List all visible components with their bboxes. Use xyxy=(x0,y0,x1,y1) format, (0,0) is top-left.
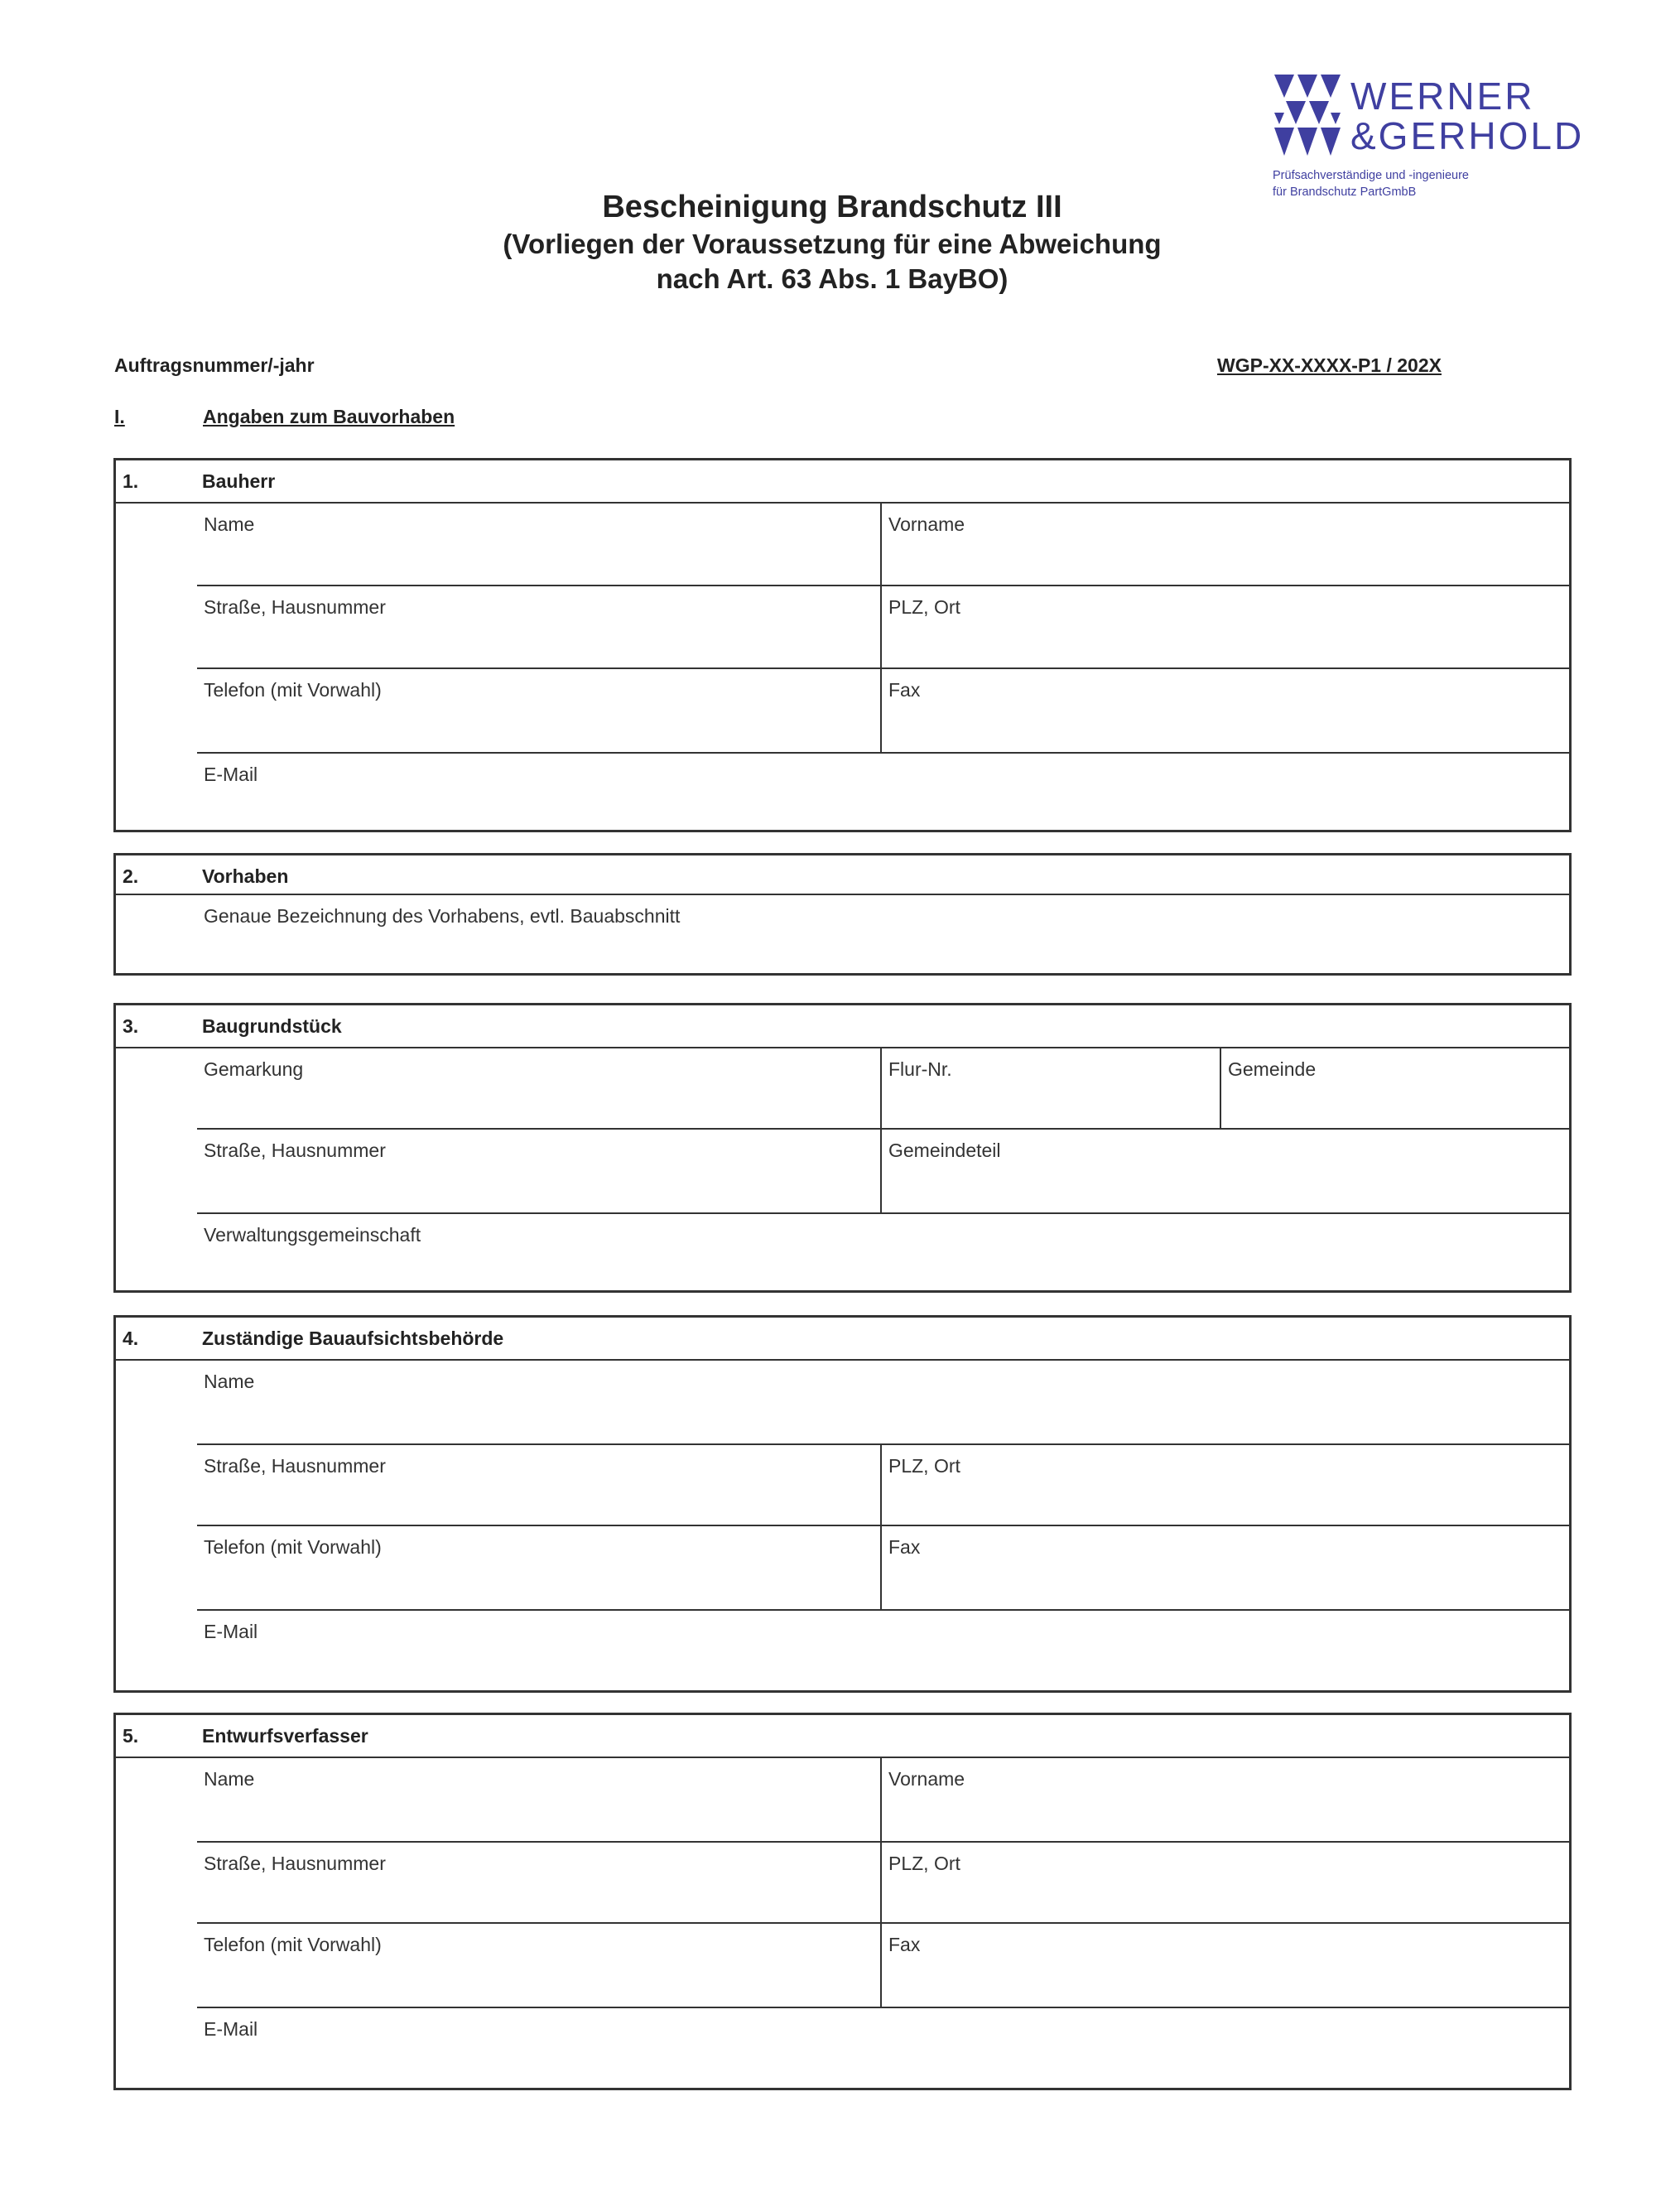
field-label: Name xyxy=(204,1768,255,1790)
field-label: Telefon (mit Vorwahl) xyxy=(204,1536,382,1558)
behoerde-name-field[interactable] xyxy=(197,1361,1569,1443)
box-title: Entwurfsverfasser xyxy=(202,1725,368,1747)
field-label: Fax xyxy=(888,679,921,701)
logo-mark-icon xyxy=(1273,73,1342,159)
order-number-value: WGP-XX-XXXX-P1 / 202X xyxy=(1217,354,1442,376)
form-row xyxy=(197,1924,1569,2008)
behoerde-telefon-field[interactable] xyxy=(197,1526,880,1609)
field-label: Fax xyxy=(888,1536,921,1558)
box-number: 5. xyxy=(123,1725,139,1747)
form-row xyxy=(197,1445,1569,1526)
document-title xyxy=(0,187,1656,296)
form-row xyxy=(197,586,1569,669)
field-label: PLZ, Ort xyxy=(888,1853,960,1874)
box-title: Bauherr xyxy=(202,470,276,492)
field-label: Gemarkung xyxy=(204,1058,304,1080)
title-line1: Bescheinigung Brandschutz III xyxy=(602,190,1062,224)
entwurf-strasse-field[interactable] xyxy=(197,1843,880,1922)
logo-name-line1: WERNER xyxy=(1350,75,1535,118)
box-header xyxy=(116,1005,1569,1048)
field-label: Name xyxy=(204,1371,255,1392)
form-row xyxy=(197,1214,1569,1290)
box-behoerde xyxy=(113,1315,1572,1693)
box-number: 3. xyxy=(123,1015,139,1037)
entwurf-fax-field[interactable] xyxy=(880,1924,1569,2007)
box-header xyxy=(116,855,1569,895)
gemarkung-field[interactable] xyxy=(197,1048,880,1128)
grundstueck-strasse-field[interactable] xyxy=(197,1130,880,1212)
box-title: Zuständige Bauaufsichtsbehörde xyxy=(202,1328,504,1349)
form-row xyxy=(197,895,1569,973)
entwurf-name-field[interactable] xyxy=(197,1758,880,1841)
field-label: Genaue Bezeichnung des Vorhabens, evtl. Bauabschnitt xyxy=(204,905,681,927)
field-label: Flur-Nr. xyxy=(888,1058,952,1080)
bauherr-telefon-field[interactable] xyxy=(197,669,880,752)
form-row xyxy=(197,1611,1569,1690)
box-bauherr xyxy=(113,458,1572,832)
section-number: I. xyxy=(114,406,125,427)
bauherr-strasse-field[interactable] xyxy=(197,586,880,667)
form-row xyxy=(197,1526,1569,1611)
bauherr-fax-field[interactable] xyxy=(880,669,1569,752)
field-label: Vorname xyxy=(888,1768,965,1790)
bauherr-name-field[interactable] xyxy=(197,504,880,585)
order-number-label: Auftragsnummer/-jahr xyxy=(114,354,315,376)
title-line2: (Vorliegen der Voraussetzung für eine Abweichung xyxy=(503,229,1162,259)
field-label: Telefon (mit Vorwahl) xyxy=(204,679,382,701)
field-label: E-Mail xyxy=(204,764,258,785)
field-label: Name xyxy=(204,513,255,535)
field-label: PLZ, Ort xyxy=(888,1455,960,1477)
form-row xyxy=(197,669,1569,754)
logo-wordmark xyxy=(1350,76,1584,156)
field-label: E-Mail xyxy=(204,2018,258,2040)
form-row xyxy=(197,1843,1569,1924)
field-label: PLZ, Ort xyxy=(888,596,960,618)
behoerde-fax-field[interactable] xyxy=(880,1526,1569,1609)
logo-tagline-line2: für Brandschutz PartGmbB xyxy=(1273,186,1417,199)
box-title: Vorhaben xyxy=(202,865,289,887)
box-title: Baugrundstück xyxy=(202,1015,342,1037)
box-number: 2. xyxy=(123,865,139,887)
bauherr-vorname-field[interactable] xyxy=(880,504,1569,585)
field-label: Straße, Hausnummer xyxy=(204,1853,386,1874)
form-row xyxy=(197,1758,1569,1843)
vorhaben-bezeichnung-field[interactable] xyxy=(197,895,1569,973)
behoerde-plz-field[interactable] xyxy=(880,1445,1569,1525)
flurnr-field[interactable] xyxy=(880,1048,1220,1128)
field-label: Fax xyxy=(888,1934,921,1955)
box-header xyxy=(116,1715,1569,1758)
box-number: 1. xyxy=(123,470,139,492)
box-header xyxy=(116,1318,1569,1361)
form-row xyxy=(197,754,1569,830)
behoerde-email-field[interactable] xyxy=(197,1611,1569,1690)
entwurf-email-field[interactable] xyxy=(197,2008,1569,2088)
box-baugrundstueck xyxy=(113,1003,1572,1293)
field-label: Telefon (mit Vorwahl) xyxy=(204,1934,382,1955)
form-row xyxy=(197,1361,1569,1445)
logo-name-line2: &GERHOLD xyxy=(1350,114,1585,157)
field-label: Gemeindeteil xyxy=(888,1140,1001,1161)
field-label: Straße, Hausnummer xyxy=(204,1455,386,1477)
field-label: E-Mail xyxy=(204,1621,258,1642)
verwaltungsgemeinschaft-field[interactable] xyxy=(197,1214,1569,1290)
bauherr-plz-field[interactable] xyxy=(880,586,1569,667)
entwurf-vorname-field[interactable] xyxy=(880,1758,1569,1841)
field-label: Straße, Hausnummer xyxy=(204,1140,386,1161)
form-row xyxy=(197,1130,1569,1214)
form-row xyxy=(197,504,1569,586)
title-line3: nach Art. 63 Abs. 1 BayBO) xyxy=(656,263,1009,294)
box-header xyxy=(116,460,1569,504)
gemeindeteil-field[interactable] xyxy=(880,1130,1569,1212)
field-label: Straße, Hausnummer xyxy=(204,596,386,618)
form-row xyxy=(197,1048,1569,1130)
entwurf-plz-field[interactable] xyxy=(880,1843,1569,1922)
form-row xyxy=(197,2008,1569,2088)
entwurf-telefon-field[interactable] xyxy=(197,1924,880,2007)
section-title: Angaben zum Bauvorhaben xyxy=(203,406,455,427)
gemeinde-field[interactable] xyxy=(1220,1048,1569,1128)
field-label: Verwaltungsgemeinschaft xyxy=(204,1224,421,1246)
field-label: Gemeinde xyxy=(1228,1058,1317,1080)
box-number: 4. xyxy=(123,1328,139,1349)
field-label: Vorname xyxy=(888,513,965,535)
behoerde-strasse-field[interactable] xyxy=(197,1445,880,1525)
logo-tagline-line1: Prüfsachverständige und -ingenieure xyxy=(1273,169,1469,182)
bauherr-email-field[interactable] xyxy=(197,754,1569,830)
box-vorhaben xyxy=(113,853,1572,976)
box-entwurfsverfasser xyxy=(113,1713,1572,2090)
